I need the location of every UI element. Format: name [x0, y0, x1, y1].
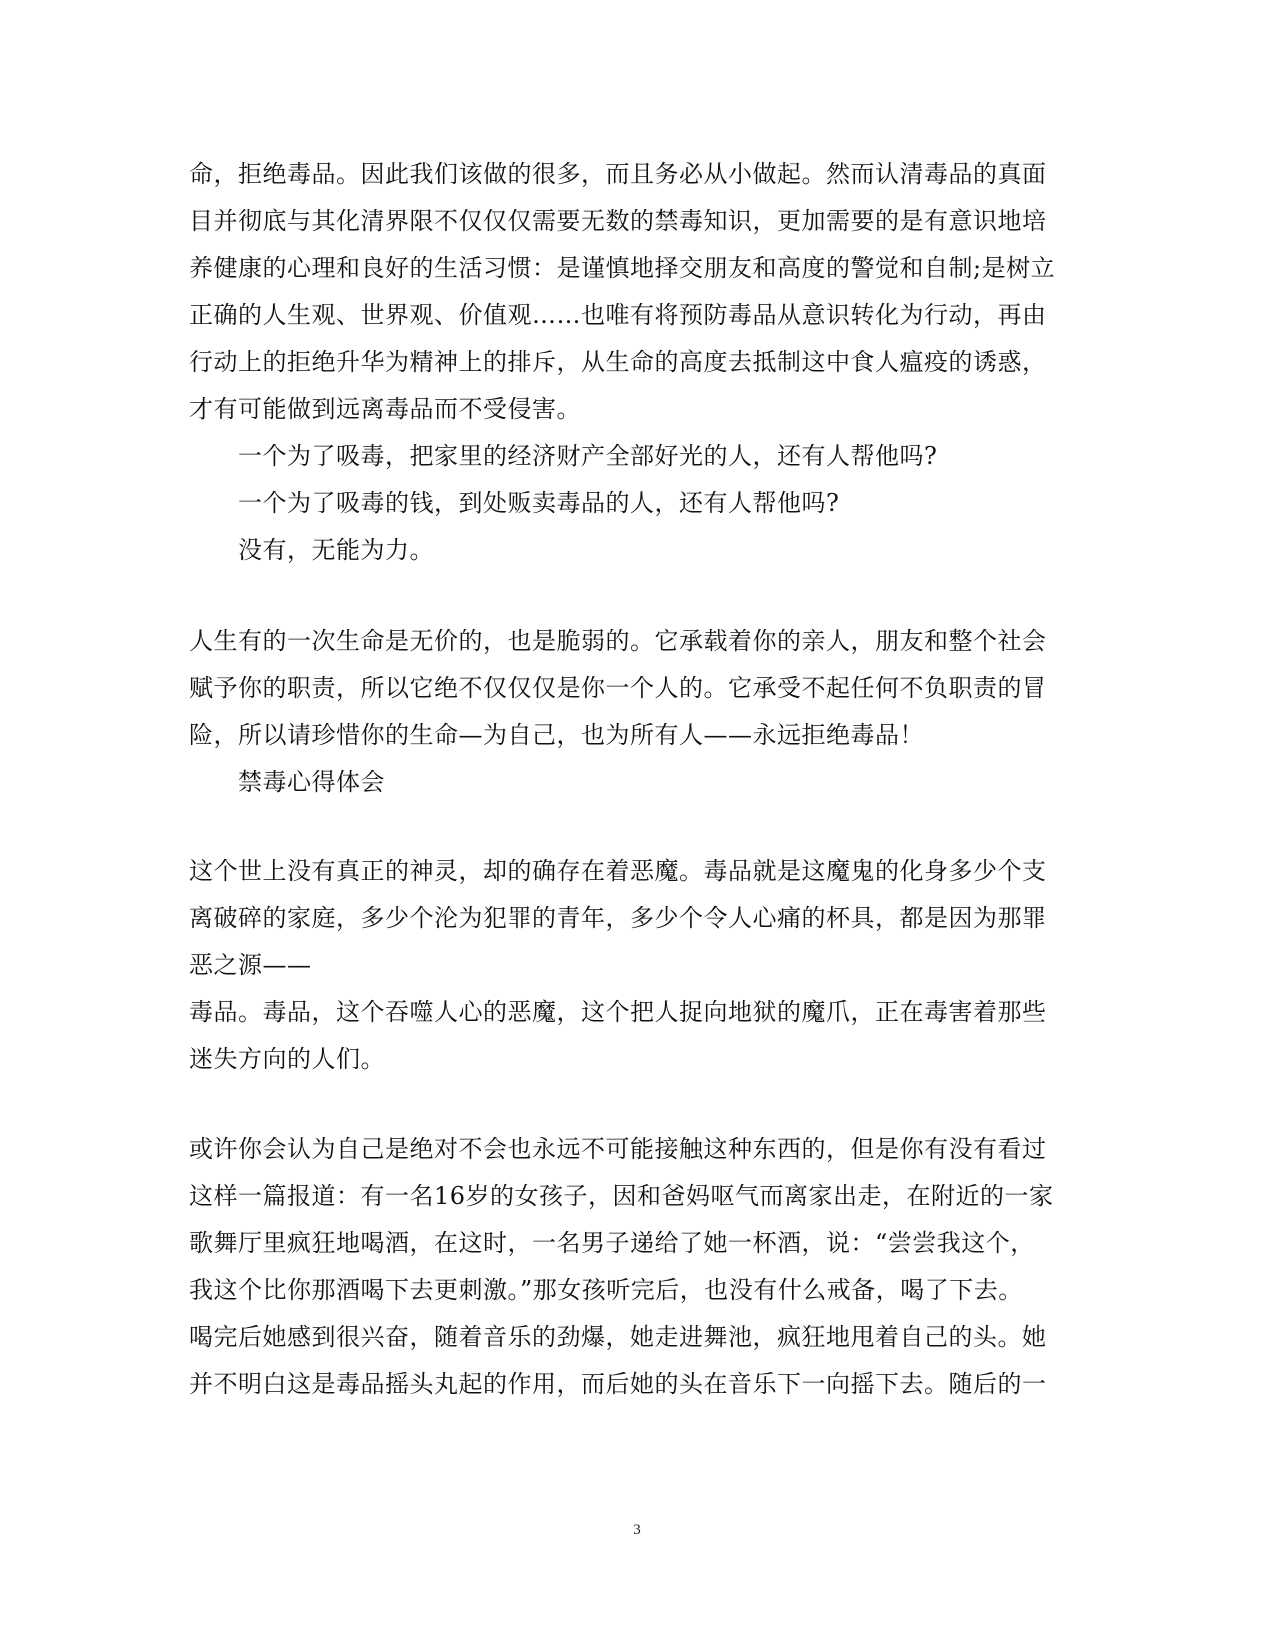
- paragraph-line: 正确的人生观、世界观、价值观……也唯有将预防毒品从意识转化为行动，再由: [189, 301, 1047, 329]
- paragraph-line: 毒品。毒品，这个吞噬人心的恶魔，这个把人捉向地狱的魔爪，正在毒害着那些: [189, 998, 1047, 1026]
- paragraph-line: 才有可能做到远离毒品而不受侵害。: [189, 395, 581, 423]
- paragraph-line: 人生有的一次生命是无价的，也是脆弱的。它承载着你的亲人，朋友和整个社会: [189, 627, 1047, 655]
- paragraph-line: 赋予你的职责，所以它绝不仅仅仅是你一个人的。它承受不起任何不负职责的冒: [189, 674, 1047, 702]
- paragraph-line: 养健康的心理和良好的生活习惯：是谨慎地择交朋友和高度的警觉和自制;是树立: [189, 254, 1056, 282]
- paragraph-line: 喝完后她感到很兴奋，随着音乐的劲爆，她走进舞池，疯狂地甩着自己的头。她: [189, 1323, 1047, 1351]
- paragraph-line: 命，拒绝毒品。因此我们该做的很多，而且务必从小做起。然而认清毒品的真面: [189, 160, 1047, 188]
- section-title: 禁毒心得体会: [238, 768, 385, 796]
- paragraph-line: 一个为了吸毒的钱，到处贩卖毒品的人，还有人帮他吗?: [238, 489, 840, 517]
- paragraph-line: 恶之源——: [189, 951, 312, 979]
- paragraph-line: 目并彻底与其化清界限不仅仅仅需要无数的禁毒知识，更加需要的是有意识地培: [189, 207, 1047, 235]
- page-number: 3: [633, 1522, 641, 1538]
- paragraph-line: 并不明白这是毒品摇头丸起的作用，而后她的头在音乐下一向摇下去。随后的一: [189, 1370, 1047, 1398]
- paragraph-line: 没有，无能为力。: [238, 536, 434, 564]
- paragraph-line: 险，所以请珍惜你的生命—为自己，也为所有人——永远拒绝毒品！: [189, 721, 924, 749]
- paragraph-line: 这个世上没有真正的神灵，却的确存在着恶魔。毒品就是这魔鬼的化身多少个支: [189, 857, 1047, 885]
- paragraph-line: 一个为了吸毒，把家里的经济财产全部好光的人，还有人帮他吗?: [238, 442, 938, 470]
- paragraph-line: 歌舞厅里疯狂地喝酒，在这时，一名男子递给了她一杯酒，说：“尝尝我这个，: [189, 1229, 1035, 1257]
- paragraph-line: 或许你会认为自己是绝对不会也永远不可能接触这种东西的，但是你有没有看过: [189, 1135, 1047, 1163]
- paragraph-line: 迷失方向的人们。: [189, 1045, 385, 1073]
- paragraph-line: 行动上的拒绝升华为精神上的排斥，从生命的高度去抵制这中食人瘟疫的诱惑，: [189, 348, 1047, 376]
- paragraph-line: 离破碎的家庭，多少个沦为犯罪的青年，多少个令人心痛的杯具，都是因为那罪: [189, 904, 1047, 932]
- paragraph-line: 我这个比你那酒喝下去更刺激。”那女孩听完后，也没有什么戒备，喝了下去。: [189, 1276, 1023, 1304]
- paragraph-line: 这样一篇报道：有一名16岁的女孩子，因和爸妈呕气而离家出走，在附近的一家: [189, 1182, 1054, 1210]
